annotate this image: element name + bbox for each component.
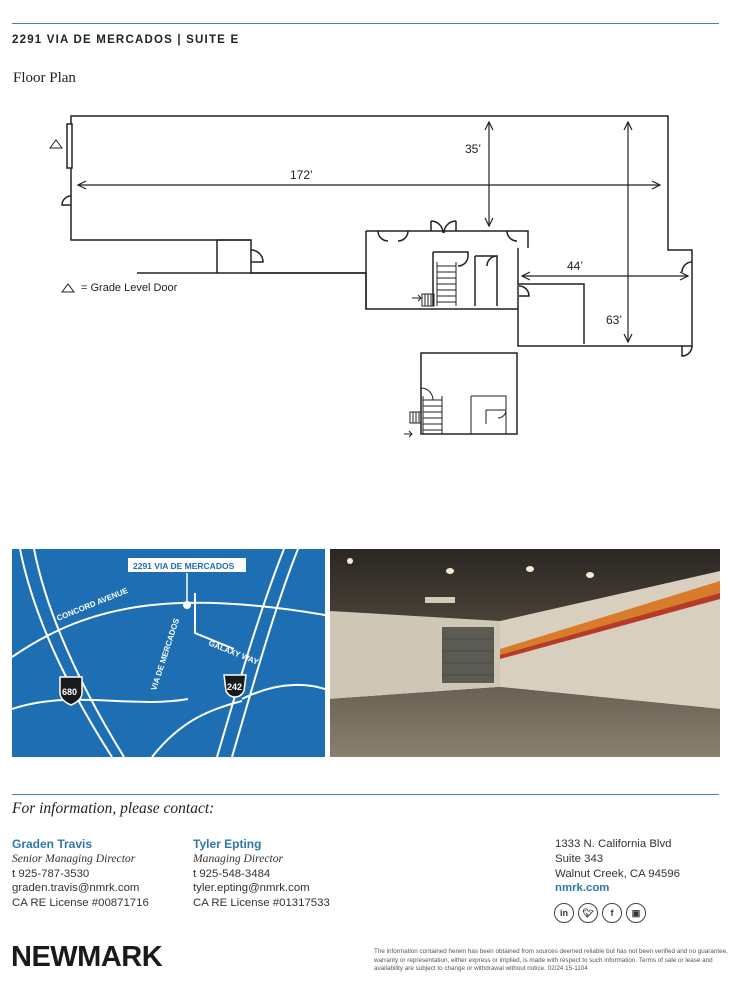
broker-title: Managing Director — [193, 851, 284, 865]
small-room — [217, 240, 251, 273]
property-header: 2291 VIA DE MERCADOS | SUITE E — [12, 34, 240, 46]
floor-plan-title: Floor Plan — [13, 70, 76, 86]
street-galaxy: GALAXY WAY — [207, 638, 260, 667]
floor-plan-drawing — [0, 100, 754, 460]
street-via: VIA DE MERCADOS — [149, 617, 182, 692]
instagram-icon[interactable]: ▣ — [626, 903, 646, 923]
office-block — [366, 231, 528, 309]
twitter-icon[interactable]: 🐦︎ — [578, 903, 598, 923]
disclaimer: The information contained herein has been obtained from sources deemed reliable but has not been verified and no guarantee, warranty or representation, either express or implied, is made with respect to such information. Terms of sale or lease and availability are subject to change or withdrawal without notice. 02/24 15-1104 — [374, 948, 728, 973]
grade-door-symbol — [50, 140, 62, 148]
broker-title: Senior Managing Director — [12, 851, 136, 865]
legend-door-symbol — [62, 284, 74, 292]
warehouse-photo — [330, 549, 720, 757]
legend-text: = Grade Level Door — [81, 282, 178, 294]
broker-phone[interactable]: t 925-787-3530 — [12, 867, 90, 880]
linkedin-icon[interactable]: in — [554, 903, 574, 923]
dim-44-label: 44’ — [567, 259, 584, 273]
i680-label: 680 — [62, 687, 78, 697]
address-line-2: Suite 343 — [555, 852, 604, 865]
broker-card-2 — [193, 837, 330, 911]
broker-phone[interactable]: t 925-548-3484 — [193, 867, 271, 880]
wall-door — [67, 124, 72, 168]
broker-email[interactable]: tyler.epting@nmrk.com — [193, 882, 310, 895]
street-concord: CONCORD AVENUE — [55, 586, 130, 623]
broker-license: CA RE License #01317533 — [193, 897, 330, 910]
mezzanine-outline — [421, 353, 517, 434]
top-rule — [12, 23, 719, 24]
facebook-icon[interactable]: f — [602, 903, 622, 923]
contact-heading: For information, please contact: — [12, 800, 215, 817]
sr242-label: 242 — [227, 682, 243, 692]
website-link[interactable]: nmrk.com — [555, 882, 610, 895]
office-address — [555, 837, 680, 896]
broker-name[interactable]: Tyler Epting — [193, 837, 262, 851]
dim-63-label: 63’ — [606, 313, 623, 327]
broker-email[interactable]: graden.travis@nmrk.com — [12, 882, 140, 895]
contact-rule — [12, 794, 719, 795]
broker-card-1 — [12, 837, 149, 911]
newmark-logo: NEWMARK — [11, 941, 163, 973]
dim-35-label: 35’ — [465, 142, 482, 156]
dim-172-label: 172’ — [290, 168, 313, 182]
address-line-3: Walnut Creek, CA 94596 — [555, 867, 680, 880]
map-callout: 2291 VIA DE MERCADOS — [133, 561, 235, 571]
address-line-1: 1333 N. California Blvd — [555, 838, 672, 850]
broker-name[interactable]: Graden Travis — [12, 837, 93, 851]
broker-license: CA RE License #00871716 — [12, 897, 149, 910]
social-links — [554, 903, 646, 923]
location-map — [12, 549, 325, 757]
